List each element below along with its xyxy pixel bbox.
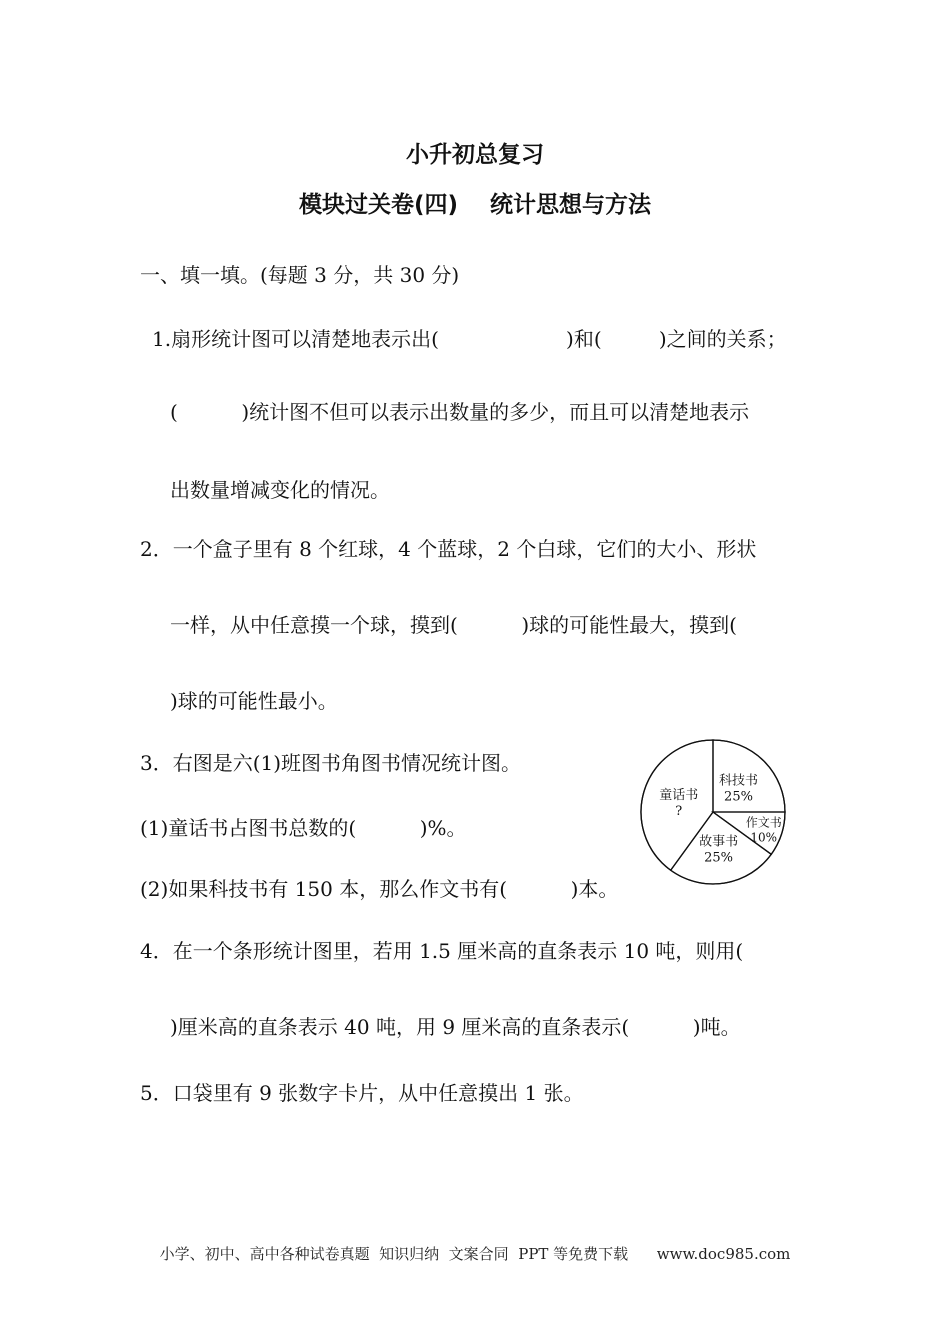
question-3-line-2: (1)童话书占图书总数的( )%。: [140, 816, 467, 840]
pie-slice-value-3: ?: [675, 803, 683, 819]
pie-slice-name-0: 科技书: [718, 773, 759, 789]
pie-slice-name-2: 故事书: [699, 834, 739, 850]
question-3-line-3: (2)如果科技书有 150 本，那么作文书有( )本。: [140, 877, 619, 901]
question-2-line-1: 2．一个盒子里有 8 个红球，4 个蓝球，2 个白球，它们的大小、形状: [140, 537, 757, 561]
question-1-line-1: 1.扇形统计图可以清楚地表示出( )和( )之间的关系；: [152, 327, 787, 351]
question-2-line-2: 一样，从中任意摸一个球，摸到( )球的可能性最大，摸到(: [170, 613, 737, 637]
question-4-line-2: )厘米高的直条表示 40 吨，用 9 厘米高的直条表示( )吨。: [170, 1015, 741, 1039]
question-4-line-1: 4．在一个条形统计图里，若用 1.5 厘米高的直条表示 10 吨，则用(: [140, 939, 744, 963]
pie-chart: [638, 737, 788, 887]
question-3-line-1: 3．右图是六(1)班图书角图书情况统计图。: [140, 751, 522, 775]
section-heading: 一、填一填。(每题 3 分，共 30 分): [140, 263, 460, 287]
pie-slice-value-0: 25%: [724, 789, 753, 805]
pie-slice-name-1: 作文书: [745, 815, 782, 830]
question-5-line-1: 5．口袋里有 9 张数字卡片，从中任意摸出 1 张。: [140, 1081, 584, 1105]
footer-text: 小学、初中、高中各种试卷真题 知识归纳 文案合同 PPT 等免费下载 www.doc985.com: [159, 1245, 791, 1263]
pie-slice-name-3: 童话书: [659, 787, 699, 803]
pie-slice-value-2: 25%: [704, 850, 734, 866]
question-1-line-3: 出数量增减变化的情况。: [170, 478, 390, 502]
page-subtitle: 模块过关卷(四) 统计思想与方法: [298, 192, 652, 218]
page-title: 小升初总复习: [406, 142, 544, 168]
pie-slice-value-1: 10%: [750, 830, 778, 845]
question-1-line-2: ( )统计图不但可以表示出数量的多少，而且可以清楚地表示: [170, 400, 750, 424]
question-2-line-3: )球的可能性最小。: [170, 689, 338, 713]
